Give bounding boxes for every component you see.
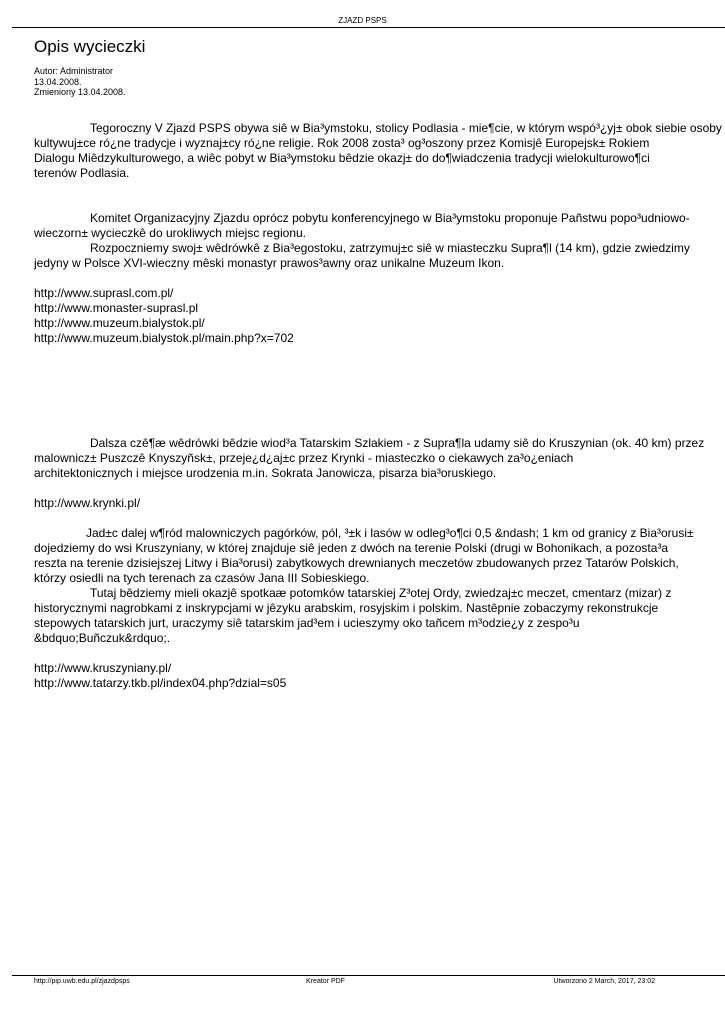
url-link[interactable]: http://www.tatarzy.tkb.pl/index04.php?dzial=s05 [34, 676, 287, 690]
link-list-kruszyniany [34, 661, 725, 691]
footer-divider [12, 975, 725, 976]
text-line: &bdquo;Buñczuk&rdquo;. [34, 631, 171, 645]
page-title: Opis wycieczki [34, 37, 146, 56]
text-line: dojedziemy do wsi Kruszyniany, w której znajduje siê jeden z dwóch na terenie Polski (drugi w Bohonikach, a pozosta³a [34, 541, 669, 555]
text-line: Rozpoczniemy swoj± wêdrówkê z Bia³egostoku, zatrzymuj±c siê w miasteczku Supra¶l (14 km), gdzie zwiedzimy [90, 241, 690, 255]
text-line: stepowych tatarskich jurt, uraczymy siê tatarskim jad³em i ucieszymy oko tañcem m³odzie¿y z zespo³u [34, 616, 580, 630]
date-line: 13.04.2008. [34, 76, 82, 87]
url-link[interactable]: http://www.suprasl.com.pl/ [34, 286, 174, 300]
paragraph-intro [34, 121, 725, 181]
footer-generator: Kreator PDF [306, 978, 345, 985]
text-line: malownicz± Puszczê Knyszyñsk±, przeje¿d¿aj±c przez Krynki - miasteczko o ciekawych za³o¿eniach [34, 451, 574, 465]
url-link[interactable]: http://www.monaster-suprasl.pl [34, 301, 199, 315]
text-line: jedyny w Polsce XVI-wieczny mêski monastyr prawos³awny oraz unikalne Muzeum Ikon. [34, 256, 505, 270]
modified-line: Zmieniony 13.04.2008. [34, 87, 126, 97]
text-line: Jad±c dalej w¶ród malowniczych pagórków, pól, ³±k i lasów w odleg³o¶ci 0,5 &ndash; 1 km od granicy z Bia³orusi± [86, 526, 694, 540]
author-line: Autor: Administrator [34, 66, 114, 76]
text-line: Dialogu Miêdzykulturowego, a wiêc pobyt w Bia³ymstoku bêdzie okazj± do do¶wiadczenia tradycji wielokulturowo¶ci [34, 151, 650, 165]
url-link[interactable]: http://www.kruszyniany.pl/ [34, 661, 172, 675]
text-line: którzy osiedli na tych terenach za czasów Jana III Sobieskiego. [34, 571, 370, 585]
article-meta [34, 66, 126, 98]
text-line: reszta na terenie dzisiejszej Litwy i Bia³orusi) zabytkowych drewnianych meczetów zbudowanych przez Tatarów Polskich, [34, 556, 679, 570]
text-line: Dalsza czê¶æ wêdrówki bêdzie wiod³a Tatarskim Szlakiem - z Supra¶la udamy siê do Kruszynian (ok. 40 km) przez [90, 436, 705, 450]
text-line: wieczorn± wycieczkê do urokliwych miejsc regionu. [34, 226, 307, 240]
text-line: Tutaj bêdziemy mieli okazjê spotkaæ potomków tatarskiej Z³otej Ordy, zwiedzaj±c meczet, cmentarz (mizar) z [90, 586, 672, 600]
url-link[interactable]: http://www.muzeum.bialystok.pl/main.php?x=702 [34, 331, 294, 345]
article-body [34, 121, 725, 691]
text-line: kultywuj±ce ró¿ne tradycje i wyznaj±cy ró¿ne religie. Rok 2008 zosta³ og³oszony przez Komisjê Europejsk± Rokiem [34, 136, 650, 150]
header-divider [12, 27, 725, 28]
url-link-krynki[interactable]: http://www.krynki.pl/ [34, 496, 141, 510]
paragraph-suprasl [34, 241, 725, 271]
running-header: ZJAZD PSPS [338, 16, 387, 25]
text-line: architektonicznych i miejsce urodzenia m.in. Sokrata Janowicza, pisarza bia³oruskiego. [34, 466, 497, 480]
text-line: terenów Podlasia. [34, 166, 130, 180]
link-list-suprasl [34, 286, 725, 346]
footer-url[interactable]: http://pip.uwb.edu.pl/zjazdpsps [34, 978, 130, 985]
text-line: Komitet Organizacyjny Zjazdu oprócz pobytu konferencyjnego w Bia³ymstoku proponuje Pañstwu popo³udniowo- [90, 211, 690, 225]
paragraph-kruszyniany [34, 526, 725, 586]
paragraph-golden-horde [34, 586, 725, 646]
paragraph-organizers [34, 211, 725, 241]
text-line: Tegoroczny V Zjazd PSPS obywa siê w Bia³ymstoku, stolicy Podlasia - mie¶cie, w którym wspó³¿yj± obok siebie osoby [90, 121, 722, 135]
paragraph-tatar-trail [34, 436, 725, 481]
text-line: historycznymi nagrobkami z inskrypcjami w jêzyku arabskim, rosyjskim i polskim. Nastêpnie zobaczymy rekonstrukcje [34, 601, 659, 615]
url-link[interactable]: http://www.muzeum.bialystok.pl/ [34, 316, 205, 330]
footer-created: Utworzono 2 March, 2017, 23:02 [553, 978, 655, 985]
